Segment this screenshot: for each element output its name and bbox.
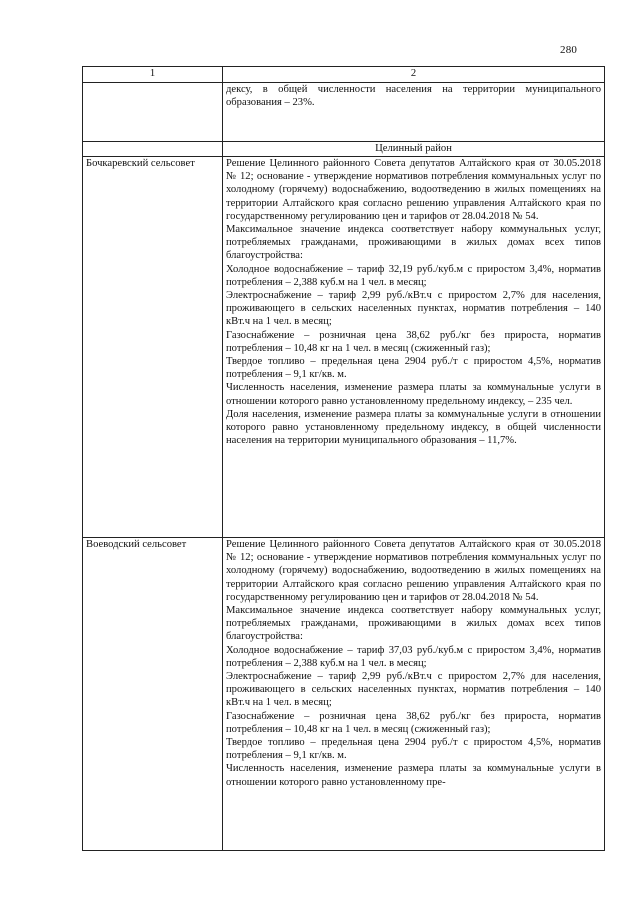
paragraph: Максимальное значение индекса соответствует набору коммунальных услуг, потребляемых гражданами, проживающими в жилых домах всех типов благоустройства:: [226, 224, 601, 262]
continuation-text-cell: [223, 83, 605, 142]
paragraph: Численность населения, изменение размера платы за коммунальные услуги в отношении которого равно установленному предельному индексу, – 235 чел.: [226, 382, 601, 407]
paragraph: Численность населения, изменение размера платы за коммунальные услуги в отношении которого равно установленному пре-: [226, 763, 601, 788]
tariff-table: [82, 66, 605, 851]
district-details-clip: [226, 538, 601, 789]
table-row: [83, 538, 605, 851]
paragraph: Газоснабжение – розничная цена 38,62 руб./кг без прироста, норматив потребления – 10,48 кг на 1 чел. в месяц (сжиженный газ);: [226, 329, 601, 354]
paragraph: Доля населения, изменение размера платы за коммунальные услуги в отношении которого равно установленному предельному индексу, в общей численности населения на территории муниципального образования – 11,7%.: [226, 408, 601, 447]
continuation-row: [83, 83, 605, 142]
region-left-cell: [83, 142, 223, 157]
district-name: Воеводский сельсовет: [83, 538, 223, 851]
region-row: [83, 142, 605, 157]
paragraph: Холодное водоснабжение – тариф 37,03 руб./куб.м с приростом 3,4%, норматив потребления – 2,388 куб.м на 1 чел. в месяц;: [226, 644, 601, 669]
continuation-paragraph: дексу, в общей численности населения на территории муниципального образования – 23%.: [226, 84, 601, 109]
paragraph: Твердое топливо – предельная цена 2904 руб./т с приростом 4,5%, норматив потребления – 9,1 кг/кв. м.: [226, 737, 601, 762]
column-header-2: 2: [223, 67, 605, 83]
paragraph: Газоснабжение – розничная цена 38,62 руб./кг без прироста, норматив потребления – 10,48 кг на 1 чел. в месяц (сжиженный газ);: [226, 710, 601, 735]
district-details: [223, 157, 605, 538]
column-header-1: 1: [83, 67, 223, 83]
district-details: [223, 538, 605, 851]
paragraph: Решение Целинного районного Совета депутатов Алтайского края от 30.05.2018 № 12; основание - утверждение нормативов потребления коммунальных услуг по холодному (горячему) водоснабжению, водоотведению в жилых помещениях на территории Алтайского края согласно решению управления Алтайского края по государственному регулированию цен и тарифов от 28.04.2018 № 54.: [226, 158, 601, 222]
paragraph: Электроснабжение – тариф 2,99 руб./кВт.ч с приростом 2,7% для населения, проживающего в сельских населенных пунктах, норматив потребления – 140 кВт.ч на 1 чел. в месяц;: [226, 290, 601, 328]
continuation-district-cell: [83, 83, 223, 142]
paragraph: Холодное водоснабжение – тариф 32,19 руб./куб.м с приростом 3,4%, норматив потребления – 2,388 куб.м на 1 чел. в месяц;: [226, 263, 601, 288]
paragraph: Решение Целинного районного Совета депутатов Алтайского края от 30.05.2018 № 12; основание - утверждение нормативов потребления коммунальных услуг по холодному (горячему) водоснабжению, водоотведению в жилых помещениях на территории Алтайского края согласно решению управления Алтайского края по государственному регулированию цен и тарифов от 28.04.2018 № 54.: [226, 539, 601, 603]
paragraph: Твердое топливо – предельная цена 2904 руб./т с приростом 4,5%, норматив потребления – 9,1 кг/кв. м.: [226, 356, 601, 381]
paragraph: Электроснабжение – тариф 2,99 руб./кВт.ч с приростом 2,7% для населения, проживающего в сельских населенных пунктах, норматив потребления – 140 кВт.ч на 1 чел. в месяц;: [226, 671, 601, 709]
table-header-row: [83, 67, 605, 83]
page-number: 280: [560, 44, 578, 56]
table-row: [83, 157, 605, 538]
district-name: Бочкаревский сельсовет: [83, 157, 223, 538]
region-title: Целинный район: [223, 142, 605, 157]
paragraph: Максимальное значение индекса соответствует набору коммунальных услуг, потребляемых гражданами, проживающими в жилых домах всех типов благоустройства:: [226, 605, 601, 643]
